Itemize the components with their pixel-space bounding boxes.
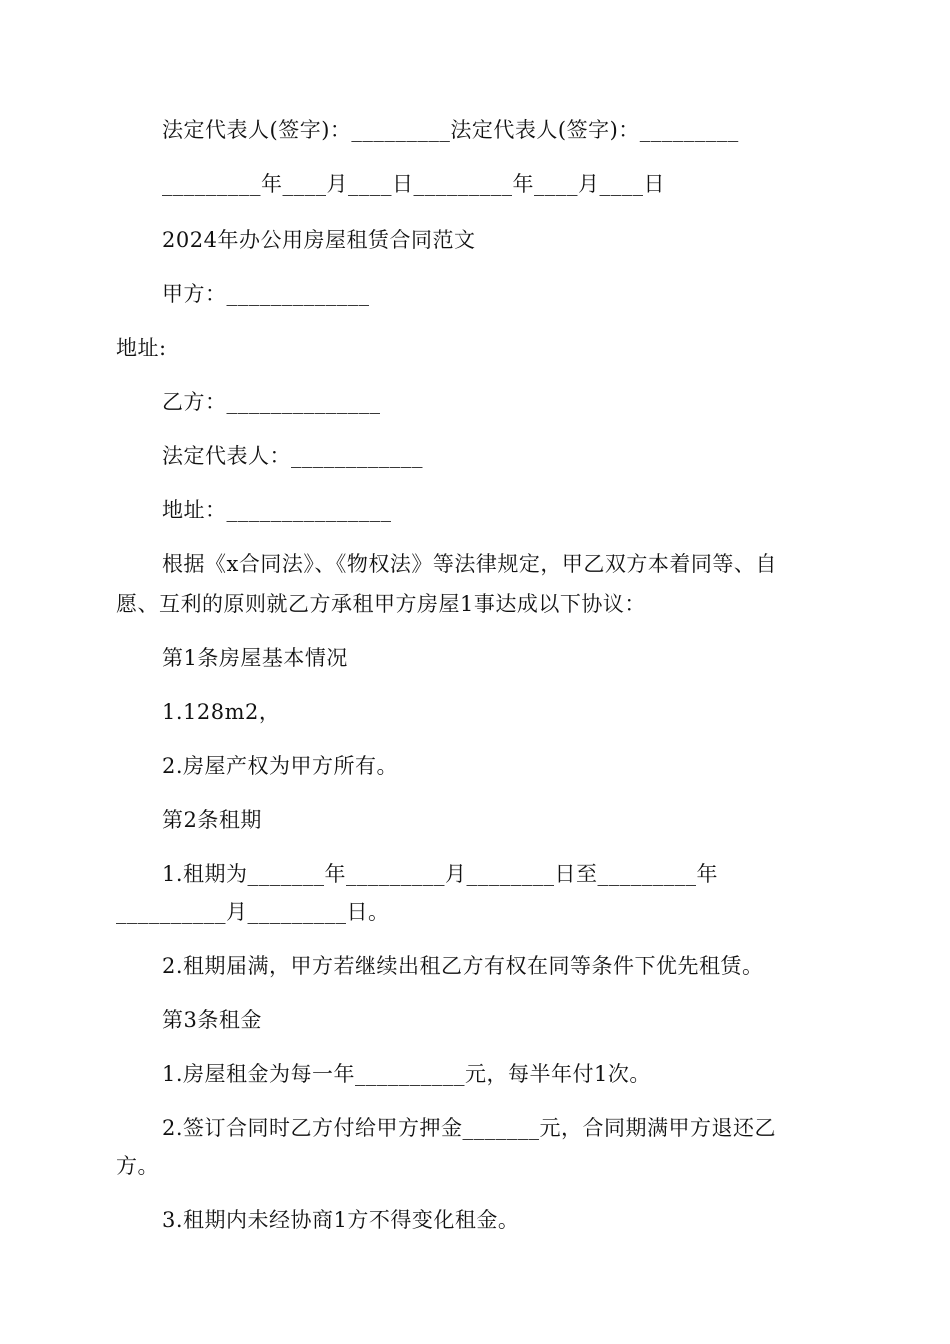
article-1-item-2: 2.房屋产权为甲方所有。 <box>162 754 399 778</box>
article-3-heading: 第3条租金 <box>162 1008 262 1032</box>
article-3-item-3: 3.租期内未经协商1方不得变化租金。 <box>162 1208 520 1232</box>
preamble-line-2: 愿、互利的原则就乙方承租甲方房屋1事达成以下协议： <box>116 592 646 616</box>
article-2-item-1-line-2: __________月_________日。 <box>116 900 390 924</box>
preamble-line-1: 根据《x合同法》、《物权法》等法律规定，甲乙双方本着同等、自 <box>162 552 777 576</box>
article-2-item-1-line-1: 1.租期为_______年_________月________日至_________年 <box>162 862 719 886</box>
article-3-item-2-line-2: 方。 <box>116 1154 159 1178</box>
party-a-address-field: 地址: <box>116 336 167 360</box>
date-line: _________年____月____日_________年____月____日 <box>162 172 665 196</box>
article-3-item-1: 1.房屋租金为每一年__________元，每半年付1次。 <box>162 1062 651 1086</box>
legal-representative-field: 法定代表人：____________ <box>162 444 423 468</box>
party-b-field: 乙方：______________ <box>162 390 381 414</box>
article-1-heading: 第1条房屋基本情况 <box>162 646 348 670</box>
party-a-field: 甲方：_____________ <box>162 282 370 306</box>
article-2-item-2: 2.租期届满，甲方若继续出租乙方有权在同等条件下优先租赁。 <box>162 954 764 978</box>
document-title: 2024年办公用房屋租赁合同范文 <box>162 228 476 252</box>
signature-line: 法定代表人(签字)：_________法定代表人(签字)：_________ <box>162 118 739 142</box>
article-3-item-2-line-1: 2.签订合同时乙方付给甲方押金_______元，合同期满甲方退还乙 <box>162 1116 777 1140</box>
article-1-item-1: 1.128m2， <box>162 700 281 724</box>
party-b-address-field: 地址：_______________ <box>162 498 392 522</box>
article-2-heading: 第2条租期 <box>162 808 262 832</box>
